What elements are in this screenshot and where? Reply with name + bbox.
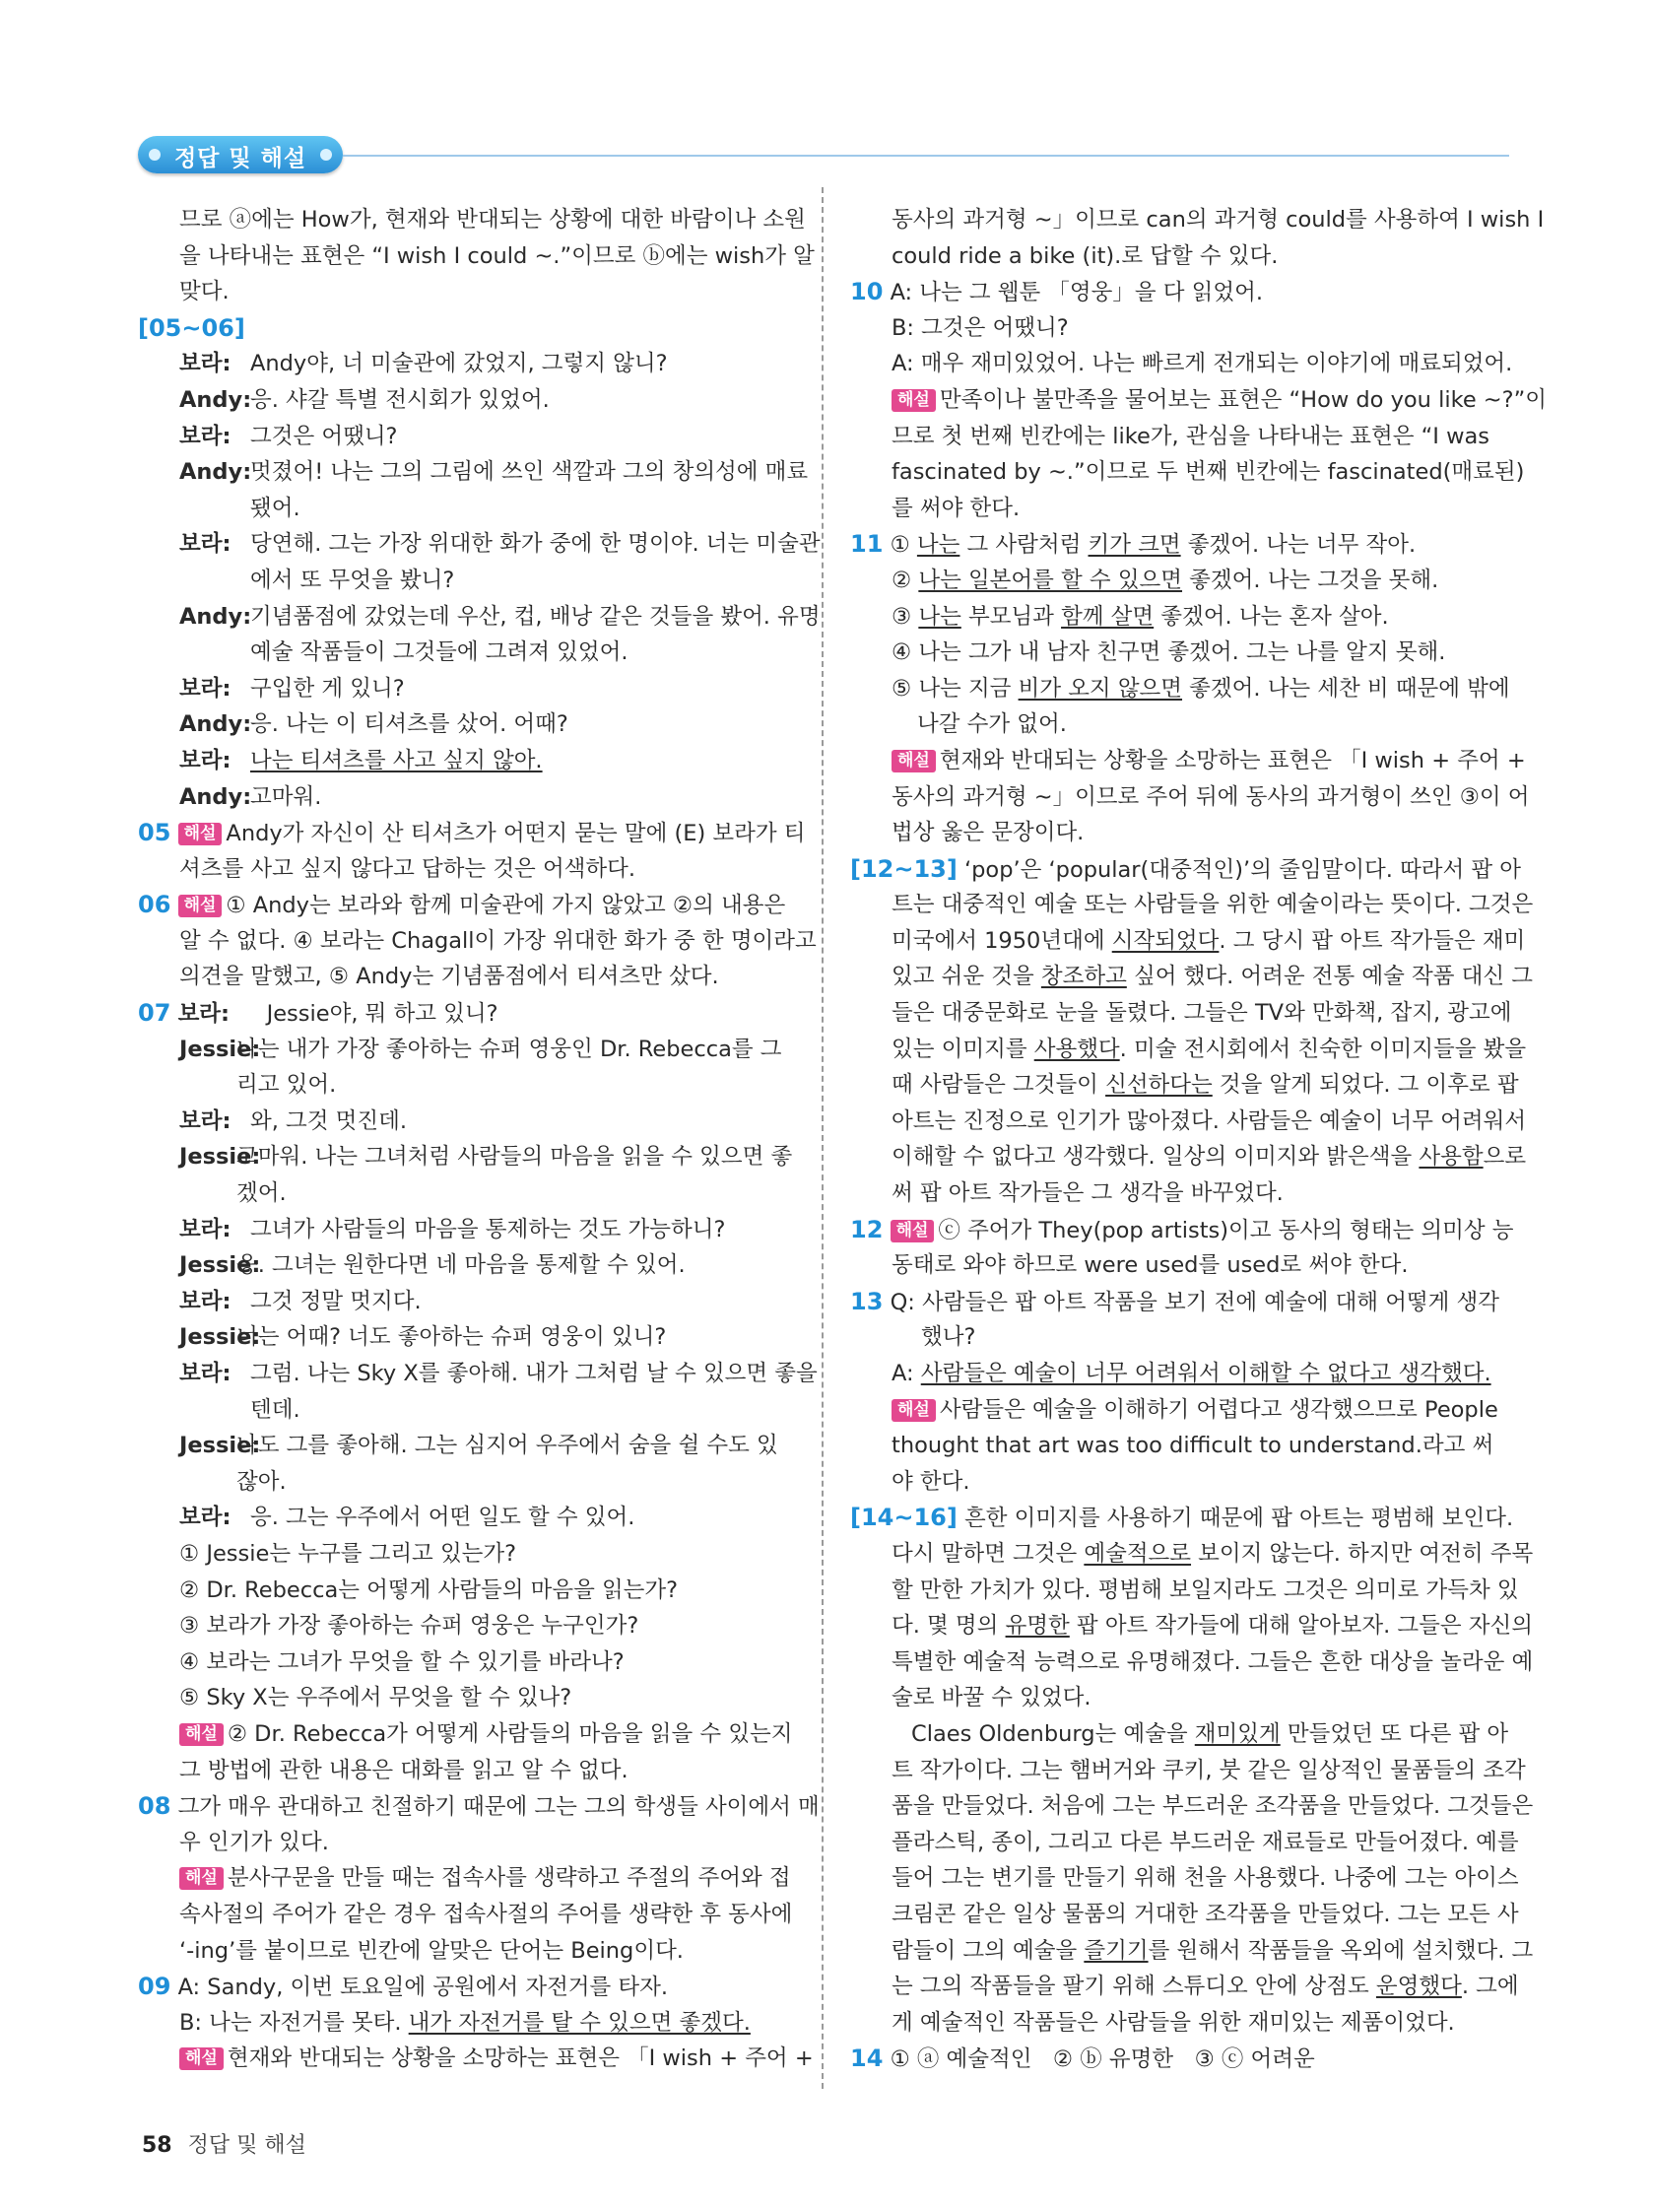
sentence-line: ④ 나는 그가 내 남자 친구면 좋겠어. 그는 나를 알지 못해. — [892, 639, 1446, 666]
text-line: thought that art was too difficult to understand.라고 써 — [892, 1433, 1494, 1459]
text-line: 셔츠를 사고 싶지 않다고 답하는 것은 어색하다. — [179, 855, 636, 882]
dialogue-line — [138, 1032, 792, 1068]
sentence-line: ② 나는 일본어를 할 수 있으면 좋겠어. 나는 그것을 못해. — [892, 567, 1439, 593]
text-line: 특별한 예술적 능력으로 유명해졌다. 그들은 흔한 대상을 놀라운 예 — [892, 1648, 1534, 1675]
option-item: ③ 보라가 가장 좋아하는 슈퍼 영웅은 누구인가? — [179, 1613, 639, 1640]
text-line: 들어 그는 변기를 만들기 위해 천을 사용했다. 나중에 그는 아이스 — [892, 1865, 1519, 1892]
speaker: 보라: — [179, 1361, 231, 1386]
text-line: 트 작가이다. 그는 햄버거와 쿠키, 붓 같은 일상적인 물품들의 조각 — [892, 1757, 1526, 1783]
explanation-text: 사람들은 예술을 이해하기 어렵다고 생각했으므로 People — [939, 1396, 1498, 1423]
speaker: 보라: — [179, 675, 231, 702]
underlined: 운영했다 — [1375, 1974, 1462, 2000]
text-line: 트는 대중적인 예술 또는 사람들을 위한 예술이라는 뜻이다. 그것은 — [892, 892, 1534, 918]
header-rule — [343, 155, 1509, 157]
text-line: could ride a bike (it).로 답할 수 있다. — [892, 242, 1279, 269]
answer-09 — [138, 1969, 792, 2005]
text-line: 크림콘 같은 일상 물품의 거대한 조각품을 만들었다. 그는 모든 사 — [892, 1901, 1519, 1927]
underlined: 신선하다는 — [1105, 1072, 1213, 1099]
utterance: 멋졌어! 나는 그의 그림에 쓰인 색깔과 그의 창의성에 매료 — [250, 459, 809, 486]
dialogue-line — [138, 706, 792, 743]
underlined: 사용함 — [1419, 1144, 1484, 1171]
explanation-badge: 해설 — [178, 823, 223, 845]
answer-08 — [138, 1788, 820, 1825]
explanation-badge: 해설 — [178, 895, 223, 917]
utterance: 응. 나는 이 티셔츠를 샀어. 어때? — [250, 711, 568, 738]
dialogue-line — [138, 346, 792, 382]
dialogue-line — [138, 1319, 792, 1356]
text-line: 우 인기가 있다. — [179, 1829, 329, 1855]
utterance: 그럼. 나는 Sky X를 좋아해. 내가 그처럼 날 수 있으면 좋을 — [250, 1361, 818, 1386]
utterance: 응. 샤갈 특별 전시회가 있었어. — [250, 386, 550, 413]
utterance: 그것 정말 멋지다. — [250, 1288, 422, 1314]
underlined: 재미있게 — [1194, 1720, 1281, 1747]
dialogue-line — [138, 419, 792, 455]
dialogue-line — [138, 1247, 792, 1284]
underlined: 함께 살면 — [1061, 603, 1155, 630]
speaker: Jessie: — [179, 1036, 261, 1062]
speaker: Jessie: — [179, 1252, 261, 1279]
explanation-text: ⓒ 주어가 They(pop artists)이고 동사의 형태는 의미상 능 — [938, 1217, 1514, 1243]
dialogue-continuation: 잖아. — [236, 1468, 287, 1495]
text-line: 동사의 과거형 ~」이므로 주어 뒤에 동사의 과거형이 쓰인 ③이 어 — [892, 783, 1530, 810]
underlined: 사용했다 — [1033, 1036, 1120, 1062]
utterance: 와, 그것 멋진데. — [250, 1107, 408, 1134]
pill-dot-icon — [320, 149, 332, 161]
utterance: 고마워. — [250, 783, 322, 810]
explanation-badge: 해설 — [892, 750, 936, 772]
dialogue-continuation: 리고 있어. — [236, 1072, 337, 1099]
dialogue-line — [138, 1356, 818, 1392]
text-line: 법상 옳은 문장이다. — [892, 820, 1085, 846]
answer-text: 그가 매우 관대하고 친절하기 때문에 그는 그의 학생들 사이에서 매 — [177, 1794, 820, 1821]
question-number: 06 — [138, 891, 171, 919]
speaker: 보라: — [179, 747, 231, 773]
text-line: 알 수 없다. ④ 보라는 Chagall이 가장 위대한 화가 중 한 명이라고 — [179, 927, 817, 954]
explanation-badge: 해설 — [179, 1867, 224, 1890]
speaker: Jessie: — [179, 1144, 261, 1171]
answer-07 — [138, 995, 792, 1032]
dialogue-line — [138, 599, 821, 636]
question-number: 12 — [850, 1215, 884, 1243]
utterance: 너는 어때? 너도 좋아하는 슈퍼 영웅이 있니? — [236, 1324, 667, 1351]
speaker: 보라: — [177, 1001, 231, 1028]
dialogue-line — [138, 382, 792, 419]
text-line: 를 써야 한다. — [892, 495, 1021, 521]
dialogue-line — [138, 526, 821, 563]
text-line: 을 나타내는 표현은 “I wish I could ~.”이므로 ⓑ에는 wish가 알 — [179, 242, 815, 269]
underlined: 나는 — [918, 603, 961, 630]
underlined: 키가 크면 — [1088, 532, 1181, 559]
answer-05 — [138, 815, 806, 851]
text-line: 는 그의 작품들을 팔기 위해 스튜디오 안에 상점도 운영했다. 그에 — [892, 1974, 1519, 2000]
utterance: Jessie야, 뭐 하고 있니? — [266, 1001, 498, 1028]
text-line: 다. 몇 명의 유명한 팝 아트 작가들에 대해 알아보자. 그들은 자신의 — [892, 1613, 1533, 1640]
explanation-badge: 해설 — [179, 1723, 224, 1746]
utterance: Andy야, 너 미술관에 갔었지, 그렇지 않니? — [250, 351, 668, 377]
text-line: 그 방법에 관한 내용은 대화를 읽고 알 수 없다. — [179, 1757, 628, 1783]
question-number: 08 — [138, 1792, 171, 1821]
option-item: ④ 보라는 그녀가 무엇을 할 수 있기를 바라나? — [179, 1648, 625, 1675]
answer-13 — [850, 1284, 1514, 1320]
underlined: 유명한 — [1005, 1613, 1070, 1640]
dialogue-line: A: 사람들은 예술이 너무 어려워서 이해할 수 없다고 생각했다. — [892, 1361, 1491, 1386]
speaker: 보라: — [179, 1216, 231, 1242]
text-line: fascinated by ~.”이므로 두 번째 빈칸에는 fascinated(매료된) — [892, 459, 1525, 486]
passage-12-13: [12~13] ‘pop’은 ‘popular(대중적인)’의 줄임말이다. 따라서 팝 아 — [850, 854, 1522, 883]
dialogue-line — [138, 1500, 792, 1536]
text-line: 속사절의 주어가 같은 경우 접속사절의 주어를 생략한 후 동사에 — [179, 1901, 793, 1927]
text-line: ‘-ing’를 붙이므로 빈칸에 알맞은 단어는 Being이다. — [179, 1937, 684, 1964]
underlined: 즐기기 — [1084, 1937, 1149, 1964]
question-number: 13 — [850, 1287, 884, 1315]
underlined-utterance: 나는 티셔츠를 사고 싶지 않아. — [250, 747, 543, 773]
sentence-continuation: 나갈 수가 없어. — [917, 711, 1067, 738]
explanation-badge: 해설 — [892, 1399, 936, 1422]
page-footer — [142, 2128, 306, 2159]
speaker: Andy: — [179, 711, 252, 738]
dialogue-line — [138, 1212, 792, 1248]
range-label: [14~16] — [850, 1504, 958, 1532]
dialogue-continuation: 됐어. — [250, 495, 300, 521]
answer-14 — [850, 2041, 1514, 2077]
range-label: [12~13] — [850, 854, 958, 883]
speaker: Andy: — [179, 459, 252, 486]
option-item: ⑤ Sky X는 우주에서 무엇을 할 수 있나? — [179, 1685, 572, 1711]
dialogue-continuation: 에서 또 무엇을 봤니? — [250, 567, 455, 593]
explanation-text: 현재와 반대되는 상황을 소망하는 표현은 「I wish + 주어 + — [227, 2045, 814, 2072]
utterance: 기념품점에 갔었는데 우산, 컵, 배낭 같은 것들을 봤어. 유명 — [250, 603, 821, 630]
underlined: 창조하고 — [1040, 964, 1127, 990]
utterance: 응. 그녀는 원한다면 네 마음을 통제할 수 있어. — [236, 1252, 686, 1279]
explanation-badge: 해설 — [891, 1220, 935, 1242]
explanation-line — [850, 743, 1526, 779]
answer-text: ① ⓐ 예술적인 ② ⓑ 유명한 ③ ⓒ 어려운 — [890, 2046, 1315, 2073]
underlined: 나는 — [916, 532, 960, 559]
utterance: 나는 내가 가장 좋아하는 슈퍼 영웅인 Dr. Rebecca를 그 — [236, 1036, 782, 1062]
question-number: 11 — [850, 530, 884, 559]
answer-06 — [138, 887, 792, 923]
utterance: 그것은 어땠니? — [250, 423, 398, 449]
utterance: B: 나는 자전거를 못타. — [179, 2009, 409, 2036]
text-line: 동태로 와야 하므로 were used를 used로 써야 한다. — [892, 1252, 1409, 1279]
speaker: Jessie: — [179, 1324, 261, 1351]
dialogue-line: A: 매우 재미있었어. 나는 빠르게 전개되는 이야기에 매료되었어. — [892, 351, 1513, 377]
dialogue-line — [138, 779, 792, 816]
utterance: 구입한 게 있니? — [250, 675, 405, 702]
text-line: 아트는 진정으로 인기가 많아졌다. 사람들은 예술이 너무 어려워서 — [892, 1107, 1527, 1134]
explanation-badge: 해설 — [892, 389, 936, 412]
utterance: 나도 그를 좋아해. 그는 심지어 우주에서 숨을 쉴 수도 있 — [236, 1433, 778, 1459]
text-line: 미국에서 1950년대에 시작되었다. 그 당시 팝 아트 작가들은 재미 — [892, 927, 1526, 954]
dialogue-line — [138, 743, 792, 779]
text-line: 품을 만들었다. 처음에 그는 부드러운 조각품을 만들었다. 그것들은 — [892, 1793, 1534, 1820]
question-number: 09 — [138, 1973, 171, 2001]
left-column — [138, 202, 821, 2077]
speaker: 보라: — [179, 1107, 231, 1134]
utterance: 고마워. 나는 그녀처럼 사람들의 마음을 읽을 수 있으면 좋 — [236, 1144, 793, 1171]
dialogue-line — [138, 671, 792, 707]
sentence-line: ⑤ 나는 지금 비가 오지 않으면 좋겠어. 나는 세찬 비 때문에 밖에 — [892, 675, 1510, 702]
text-line: 동사의 과거형 ~」이므로 can의 과거형 could를 사용하여 I wish I — [892, 207, 1545, 233]
range-heading — [138, 310, 792, 347]
answer-11: 11 ① 나는 그 사람처럼 키가 크면 좋겠어. 나는 너무 작아. — [850, 530, 1417, 559]
dialogue-continuation: 예술 작품들이 그것들에 그려져 있었어. — [250, 639, 628, 666]
answer-10 — [850, 274, 1514, 310]
speaker: 보라: — [179, 1505, 231, 1531]
text-line: 술로 바꿀 수 있었다. — [892, 1685, 1091, 1711]
explanation-text: Andy가 자신이 산 티셔츠가 어떤지 묻는 말에 (E) 보라가 티 — [226, 821, 806, 847]
header-pill — [138, 136, 343, 173]
text-line: Claes Oldenburg는 예술을 재미있게 만들었던 또 다른 팝 아 — [911, 1720, 1509, 1747]
speaker: 보라: — [179, 423, 231, 449]
text-line: 므로 첫 번째 빈칸에는 like가, 관심을 나타내는 표현은 “I was — [892, 423, 1489, 449]
explanation-text: 현재와 반대되는 상황을 소망하는 표현은 「I wish + 주어 + — [939, 747, 1526, 773]
underlined-utterance: 내가 자전거를 탈 수 있으면 좋겠다. — [408, 2009, 751, 2036]
dialogue-line — [138, 1139, 792, 1175]
underlined: 비가 오지 않으면 — [1018, 675, 1183, 702]
text-line: 람들이 그의 예술을 즐기기를 원해서 작품들을 옥외에 설치했다. 그 — [892, 1937, 1534, 1964]
explanation-text: ① Andy는 보라와 함께 미술관에 가지 않았고 ②의 내용은 — [226, 893, 786, 919]
text-line: 이해할 수 없다고 생각했다. 일상의 이미지와 밝은색을 사용함으로 — [892, 1144, 1527, 1171]
dialogue-line — [138, 454, 809, 491]
text-line: 써 팝 아트 작가들은 그 생각을 바꾸었다. — [892, 1180, 1284, 1207]
underlined: 나는 일본어를 할 수 있으면 — [918, 567, 1183, 593]
header-title: 정답 및 해설 — [173, 146, 307, 171]
sentence-line: ③ 나는 부모님과 함께 살면 좋겠어. 나는 혼자 살아. — [892, 603, 1389, 630]
underlined: 사람들은 예술이 너무 어려워서 이해할 수 없다고 생각했다. — [920, 1361, 1491, 1386]
utterance: 당연해. 그는 가장 위대한 화가 중에 한 명이야. 너는 미술관 — [250, 531, 821, 558]
text-line: 있는 이미지를 사용했다. 미술 전시회에서 친숙한 이미지들을 봤을 — [892, 1036, 1527, 1062]
page-number: 58 — [142, 2133, 172, 2158]
explanation-line — [138, 1716, 792, 1753]
explanation-line — [850, 1392, 1514, 1429]
text-line: 야 한다. — [892, 1468, 970, 1495]
answer-text: A: 나는 그 웹툰 「영웅」을 다 읽었어. — [890, 280, 1264, 306]
text-line: 했나? — [921, 1324, 976, 1351]
speaker: 보라: — [179, 351, 231, 377]
underlined: 시작되었다 — [1111, 927, 1220, 954]
text-line: 게 예술적인 작품들은 사람들을 위한 재미있는 제품이었다. — [892, 2009, 1455, 2036]
dialogue-line — [138, 1284, 792, 1320]
dialogue-continuation: 텐데. — [250, 1396, 300, 1423]
footer-label: 정답 및 해설 — [187, 2133, 306, 2158]
option-item: ② Dr. Rebecca는 어떻게 사람들의 마음을 읽는가? — [179, 1576, 679, 1603]
dialogue-line — [138, 1428, 792, 1464]
text-line: 할 만한 가치가 있다. 평범해 보일지라도 그것은 의미로 가득차 있 — [892, 1576, 1519, 1603]
speaker: 보라: — [179, 531, 231, 558]
dialogue-line — [138, 1104, 792, 1140]
right-column — [850, 202, 1547, 2077]
underlined: 예술적으로 — [1084, 1540, 1192, 1567]
answer-text: A: Sandy, 이번 토요일에 공원에서 자전거를 타자. — [177, 1975, 669, 2001]
passage-14-16: [14~16] 흔한 이미지를 사용하기 때문에 팝 아트는 평범해 보인다. — [850, 1504, 1514, 1532]
text-line: 다시 말하면 그것은 예술적으로 보이지 않는다. 하지만 여전히 주목 — [892, 1540, 1534, 1567]
question-number: 10 — [850, 278, 884, 306]
speaker: 보라: — [179, 1288, 231, 1314]
speaker: Andy: — [179, 783, 252, 810]
speaker: Andy: — [179, 603, 252, 630]
answer-12 — [850, 1212, 1514, 1248]
answer-text: Q: 사람들은 팝 아트 작품을 보기 전에 예술에 대해 어떻게 생각 — [890, 1289, 1500, 1315]
dialogue-line: B: 그것은 어땠니? — [892, 314, 1069, 341]
question-number: 05 — [138, 819, 171, 847]
text-line: 있고 쉬운 것을 창조하고 싶어 했다. 어려운 전통 예술 작품 대신 그 — [892, 964, 1533, 990]
dialogue-line — [138, 2005, 792, 2042]
speaker: Andy: — [179, 386, 252, 413]
question-number: 07 — [138, 999, 171, 1028]
text-line: 의견을 말했고, ⑤ Andy는 기념품점에서 티셔츠만 샀다. — [179, 964, 719, 990]
explanation-text: 분사구문을 만들 때는 접속사를 생략하고 주절의 주어와 접 — [227, 1865, 791, 1892]
text-line: 들은 대중문화로 눈을 돌렸다. 그들은 TV와 만화책, 잡지, 광고에 — [892, 1000, 1512, 1027]
range-label: [05~06] — [138, 313, 245, 342]
utterance: 그녀가 사람들의 마음을 통제하는 것도 가능하니? — [250, 1216, 726, 1242]
explanation-text: ② Dr. Rebecca가 어떻게 사람들의 마음을 읽을 수 있는지 — [227, 1720, 793, 1747]
utterance: 응. 그는 우주에서 어떤 일도 할 수 있어. — [250, 1505, 635, 1531]
text-line: 플라스틱, 종이, 그리고 다른 부드러운 재료들로 만들어졌다. 예를 — [892, 1829, 1519, 1855]
explanation-text: 만족이나 불만족을 물어보는 표현은 “How do you like ~?”이 — [939, 386, 1547, 413]
explanation-line — [138, 2041, 814, 2077]
explanation-badge: 해설 — [179, 2047, 224, 2070]
explanation-line — [138, 1860, 792, 1897]
question-number: 14 — [850, 2044, 884, 2073]
text-line: 므로 ⓐ에는 How가, 현재와 반대되는 상황에 대한 바람이나 소원 — [179, 207, 806, 233]
dialogue-continuation: 겠어. — [236, 1180, 287, 1207]
speaker: Jessie: — [179, 1433, 261, 1459]
explanation-line — [850, 382, 1547, 419]
text-line: 맞다. — [179, 279, 230, 305]
text-line: 때 사람들은 그것들이 신선하다는 것을 알게 되었다. 그 이후로 팝 — [892, 1072, 1519, 1099]
column-divider — [822, 187, 824, 2089]
option-item: ① Jessie는 누구를 그리고 있는가? — [179, 1540, 517, 1567]
